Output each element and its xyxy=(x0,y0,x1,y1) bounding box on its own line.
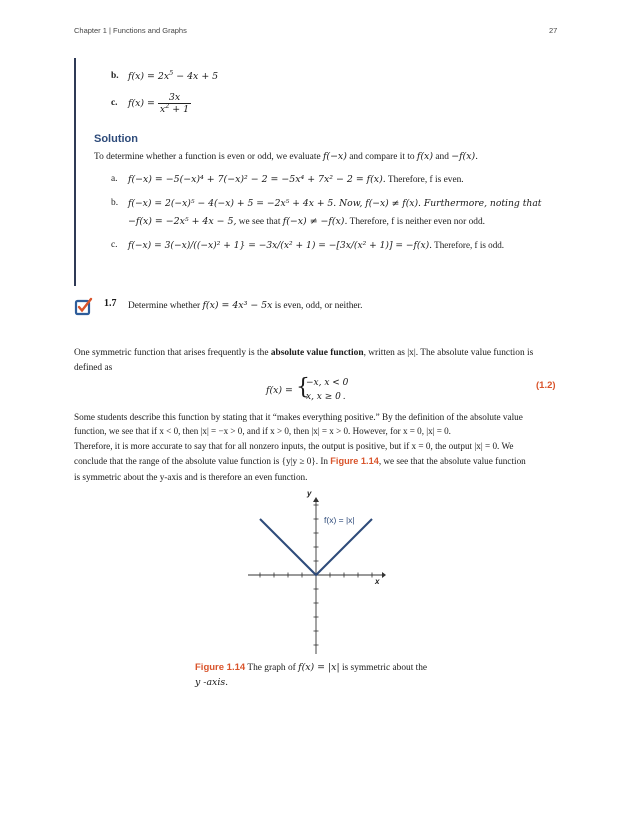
figure-caption-line2: y -axis. xyxy=(195,677,229,688)
problem-b-expr: $f(x) = 2x^5 - 4x + 5$ xyxy=(128,69,219,82)
equation-brace: { xyxy=(296,375,310,400)
problem-b-label: b. xyxy=(111,71,119,81)
equation-lhs: f(x) = xyxy=(266,385,293,396)
solution-c-label: c. xyxy=(111,240,118,250)
x-axis-label: x xyxy=(375,577,380,586)
checkpoint-icon xyxy=(74,297,94,317)
figure-caption-line1: Figure 1.14 The graph of f(x) = |x| is symmetric about the xyxy=(195,662,428,673)
solution-b-line1: f(−x) = 2(−x)⁵ − 4(−x) + 5 = −2x⁵ + 4x + 5. Now, f(−x) ≠ f(x). Furthermore, noting that xyxy=(128,198,542,209)
solution-a-text: f(−x) = −5(−x)⁴ + 7(−x)² − 2 = −5x⁴ + 7x² − 2 = f(x). Therefore, f is even. xyxy=(128,174,464,185)
problem-c-expr: f(x) = $\frac{3x}{x^2 + 1}$ xyxy=(128,92,190,115)
checkpoint-number: 1.7 xyxy=(104,298,117,309)
paragraph-absolute-value-line1: One symmetric function that arises frequently is the absolute value function, written as |x|. The absolute value function is xyxy=(74,348,534,358)
figure-absolute-value-graph xyxy=(246,488,386,656)
paragraph-2-line1: Some students describe this function by stating that it “makes everything positive.” By the definition of the absolute value xyxy=(74,412,523,422)
equation-case-1: −x, x < 0 xyxy=(306,378,349,388)
problem-c-label: c. xyxy=(111,98,118,108)
paragraph-2-line2: function, we see that if x < 0, then |x| = −x > 0, and if x > 0, then |x| = x > 0. However, for x = 0, |x| = 0. xyxy=(74,426,451,436)
paragraph-absolute-value-line2: defined as xyxy=(74,363,113,373)
solution-intro: To determine whether a function is even or odd, we evaluate f(−x) and compare it to f(x) and −f(x). xyxy=(94,151,479,162)
y-axis-arrow xyxy=(313,497,319,502)
solution-heading: Solution xyxy=(94,133,138,145)
y-axis-label: y xyxy=(307,489,312,498)
example-sidebar-rule xyxy=(74,58,76,286)
solution-b-line2: −f(x) = −2x⁵ + 4x − 5, we see that f(−x) ≠ −f(x). Therefore, f is neither even nor odd. xyxy=(128,216,485,227)
equation-case-2: x, x ≥ 0 xyxy=(306,392,341,402)
equation-number: (1.2) xyxy=(536,380,556,391)
running-header: Chapter 1 | Functions and Graphs xyxy=(74,26,187,35)
checkpoint-text: Determine whether f(x) = 4x³ − 5x is even, odd, or neither. xyxy=(128,300,363,311)
page-number: 27 xyxy=(549,26,558,35)
solution-c-text: f(−x) = 3(−x)/((−x)² + 1} = −3x/(x² + 1) = −[3x/(x² + 1)] = −f(x). Therefore, f is odd. xyxy=(128,240,505,251)
paragraph-2-line3: Therefore, it is more accurate to say that for all nonzero inputs, the output is positive, but if x = 0, the output |x| = 0. We xyxy=(74,441,514,451)
figure-reference-link[interactable]: Figure 1.14 xyxy=(330,456,379,466)
solution-b-label: b. xyxy=(111,198,119,208)
x-axis-arrow xyxy=(382,572,386,578)
equation-period: . xyxy=(343,392,346,402)
curve-label: f(x) = |x| xyxy=(324,515,355,525)
solution-a-label: a. xyxy=(111,174,118,184)
paragraph-2-line4: conclude that the range of the absolute value function is {y|y ≥ 0}. In Figure 1.14, we see that the absolute value function xyxy=(74,456,526,466)
paragraph-2-line5: is symmetric about the y-axis and is therefore an even function. xyxy=(74,472,308,482)
